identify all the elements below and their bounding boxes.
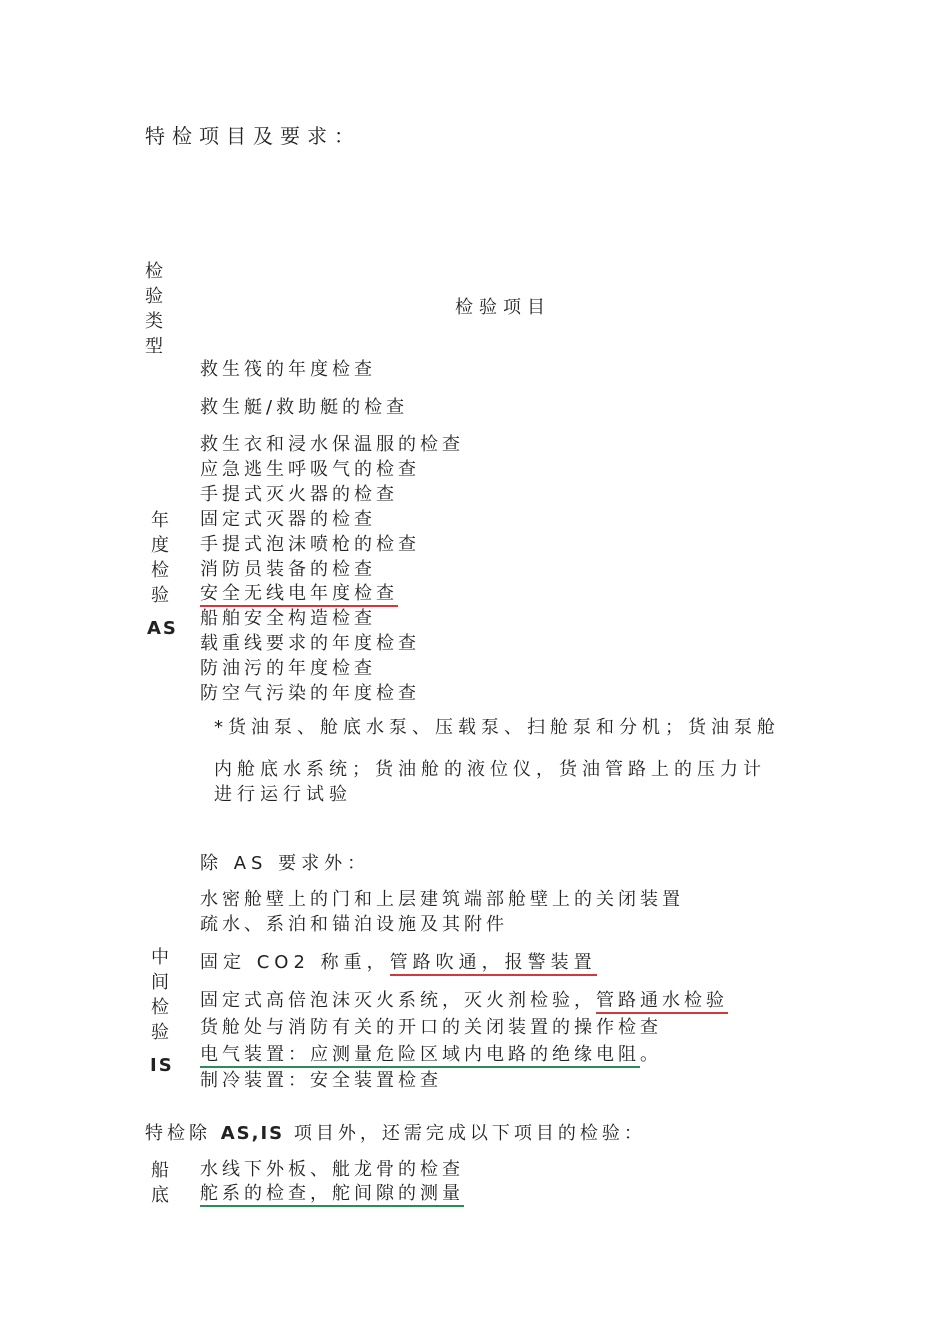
list-item-co2 <box>200 951 597 975</box>
special-intro-text: 项目外，还需完成以下项目的检验： <box>293 1123 646 1144</box>
list-item-electrical <box>200 1043 662 1067</box>
list-item: 货舱处与消防有关的开口的关闭装置的操作检查 <box>200 1017 662 1038</box>
intermediate-code: IS <box>150 1055 174 1076</box>
annual-label-char: 年 <box>151 510 169 531</box>
annual-label-char: 检 <box>151 560 169 581</box>
list-item: 应急逃生呼吸气的检查 <box>200 459 420 480</box>
list-item: 载重线要求的年度检查 <box>200 633 420 654</box>
underlined-text: 管路吹通，报警装置 <box>390 952 597 976</box>
header-type-char: 型 <box>145 336 163 357</box>
intermediate-label-char: 中 <box>151 947 169 968</box>
list-item: 防空气污染的年度检查 <box>200 683 420 704</box>
underlined-text: 电气装置：应测量危险区域内电路的绝缘电阻 <box>200 1044 640 1068</box>
special-label-char: 船 <box>151 1160 169 1181</box>
intermediate-label-char: 间 <box>151 972 169 993</box>
page-title: 特检项目及要求： <box>145 124 361 148</box>
underlined-text: 舵系的检查，舵间隙的测量 <box>200 1183 464 1207</box>
co2-text: 固定 CO2 称重， <box>200 952 390 973</box>
underlined-text: 安全无线电年度检查 <box>200 583 398 607</box>
special-intro-text: 特检除 <box>145 1123 211 1144</box>
note-line: *货油泵、舱底水泵、压载泵、扫舱泵和分机；货油泵舱 <box>214 717 780 738</box>
list-item-underlined <box>200 1182 464 1206</box>
intermediate-intro: 除 AS 要求外： <box>200 853 371 874</box>
list-item-foam <box>200 989 728 1013</box>
list-item: 船舶安全构造检查 <box>200 608 376 629</box>
list-item-underlined <box>200 582 398 606</box>
list-item: 制冷装置：安全装置检查 <box>200 1070 442 1091</box>
note-line: 进行运行试验 <box>214 784 352 805</box>
list-item: 救生衣和浸水保温服的检查 <box>200 434 464 455</box>
annual-code: AS <box>147 618 178 639</box>
list-item: 水密舱壁上的门和上层建筑端部舱壁上的关闭装置 <box>200 889 684 910</box>
list-item: 水线下外板、舭龙骨的检查 <box>200 1159 464 1180</box>
special-intro-codes: AS,IS <box>220 1123 285 1144</box>
list-item: 手提式泡沫喷枪的检查 <box>200 534 420 555</box>
foam-text: 固定式高倍泡沫灭火系统，灭火剂检验， <box>200 990 596 1011</box>
intermediate-label-char: 检 <box>151 997 169 1018</box>
annual-label-char: 验 <box>151 585 169 606</box>
header-type-char: 验 <box>145 286 163 307</box>
header-type-char: 类 <box>145 311 163 332</box>
annual-label-char: 度 <box>151 535 169 556</box>
list-item: 防油污的年度检查 <box>200 658 376 679</box>
special-intro <box>145 1122 646 1146</box>
note-line: 内舱底水系统；货油舱的液位仪，货油管路上的压力计 <box>214 759 766 780</box>
header-type-char: 检 <box>145 261 163 282</box>
list-item: 手提式灭火器的检查 <box>200 484 398 505</box>
electrical-period: 。 <box>640 1044 662 1065</box>
header-item-column: 检验项目 <box>455 297 551 318</box>
list-item: 固定式灭器的检查 <box>200 509 376 530</box>
underlined-text: 管路通水检验 <box>596 990 728 1014</box>
list-item: 救生艇/救助艇的检查 <box>200 397 409 418</box>
list-item: 救生筏的年度检查 <box>200 359 376 380</box>
special-label-char: 底 <box>151 1185 169 1206</box>
list-item: 消防员装备的检查 <box>200 559 376 580</box>
list-item: 疏水、系泊和锚泊设施及其附件 <box>200 914 508 935</box>
intermediate-label-char: 验 <box>151 1022 169 1043</box>
